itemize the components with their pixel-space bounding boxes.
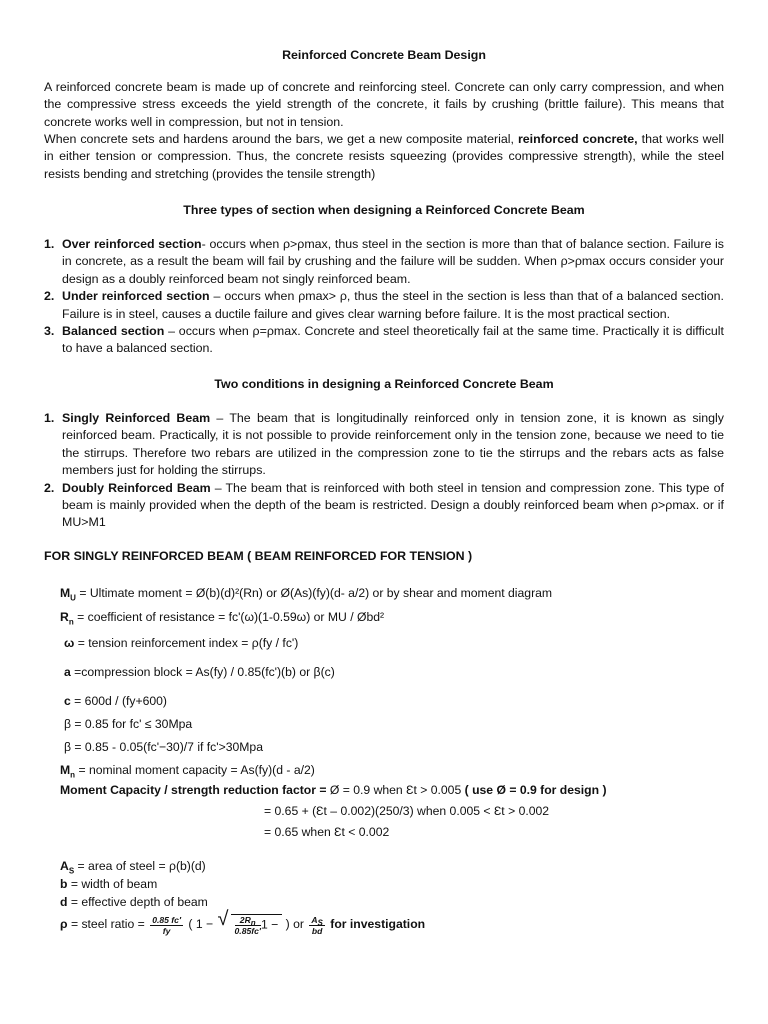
formula-mn: $M_n$ = nominal moment capacity = As(fy)(d - a/2): [60, 763, 315, 780]
formula-b: b = width of beam: [60, 877, 158, 891]
formula-phi-3: = 0.65 when Ɛt < 0.002: [264, 825, 390, 839]
document-title: Reinforced Concrete Beam Design: [282, 48, 486, 62]
formula-d: d = effective depth of beam: [60, 895, 208, 909]
list-item: 1. Over reinforced section- occurs when ρ>ρmax, thus steel in the section is more than that of balance section. Failure is in concrete, as a result the beam will fail by crushing and the failure will be sudden. When ρ>ρmax occurs consider your design as a doubly reinforced beam not singly reinforced beam.: [44, 237, 724, 286]
intro-paragraph-1: A reinforced concrete beam is made up of concrete and reinforcing steel. Concrete can only carry compression, and when the compressive stress exceeds the yield strength of the concrete, it fails by crushing (brittle failure). This means that concrete works well in compression, but not in tension.: [44, 80, 724, 129]
list-item: 1. Singly Reinforced Beam – The beam that is longitudinally reinforced only in tension zone, it is known as singly reinforced beam. Practically, it is not possible to provide reinforcement only in the tension zone, because we need to tie the stirrups. Therefore two rebars are utilized in the compression zone to tie the stirrups and the rebars acts as false members just for holding the stirrups.: [44, 411, 724, 478]
section-types-heading: Three types of section when designing a Reinforced Concrete Beam: [183, 203, 585, 217]
list-item: 3. Balanced section – occurs when ρ=ρmax. Concrete and steel theoretically fail at the same time. Practically it is difficult to have a balanced section.: [44, 324, 724, 356]
intro-paragraph-2: When concrete sets and hardens around the bars, we get a new composite material, reinforced concrete, that works well in either tension or compression. Thus, the concrete resists squeezing (provides compressive strength), while the steel resists bending and stretching (provides the tensile strength): [44, 132, 724, 181]
formula-beta-2: β = 0.85 - 0.05(fc'−30)/7 if fc'>30Mpa: [64, 740, 263, 754]
formula-c: c = 600d / (fy+600): [64, 694, 167, 708]
formula-rn: $R_n$ = coefficient of resistance = fc'(ω)(1-0.59ω) or MU / Øbd²: [60, 610, 385, 627]
list-item: 2. Under reinforced section – occurs when ρmax> ρ, thus the steel in the section is less than that of a balanced section. Failure is in steel, causes a ductile failure and gives clear warning before failure. It is the most practical section.: [44, 289, 725, 321]
formula-mu: $M_U$ = Ultimate moment = Ø(b)(d)²(Rn) or Ø(As)(fy)(d- a/2) or by shear and moment diagram: [60, 586, 553, 603]
section-types-list: [44, 236, 724, 358]
formula-omega: ω = tension reinforcement index = ρ(fy / fc'): [64, 636, 299, 650]
formula-as: $A_S$ = area of steel = ρ(b)(d): [60, 859, 206, 876]
singly-reinforced-heading: FOR SINGLY REINFORCED BEAM ( BEAM REINFORCED FOR TENSION ): [44, 549, 473, 563]
formula-beta-1: β = 0.85 for fc' ≤ 30Mpa: [64, 717, 193, 731]
conditions-heading: Two conditions in designing a Reinforced Concrete Beam: [214, 377, 554, 391]
list-item: 2. Doubly Reinforced Beam – The beam that is reinforced with both steel in tension and compression zone. This type of beam is mainly provided when the depth of the beam is restricted. Design a doubly reinforced beam when ρ>ρmax. or if MU>M1: [44, 480, 724, 530]
formula-phi: Moment Capacity / strength reduction factor = Ø = 0.9 when Ɛt > 0.005 ( use Ø = 0.9 for design ): [60, 783, 607, 797]
formula-a: a =compression block = As(fy) / 0.85(fc')(b) or β(c): [64, 665, 335, 679]
formula-phi-2: = 0.65 + (Ɛt – 0.002)(250/3) when 0.005 < Ɛt > 0.002: [264, 804, 550, 818]
formula-rho: ρ = steel ratio = $\frac{0.85 fc'}{fy}$ ( 1 − √ $\frac{2R_n}{0.85fc'}$ 1 − ) or $\frac{A_S}{bd}$ for investigation: [60, 914, 425, 936]
conditions-list: [44, 410, 724, 532]
